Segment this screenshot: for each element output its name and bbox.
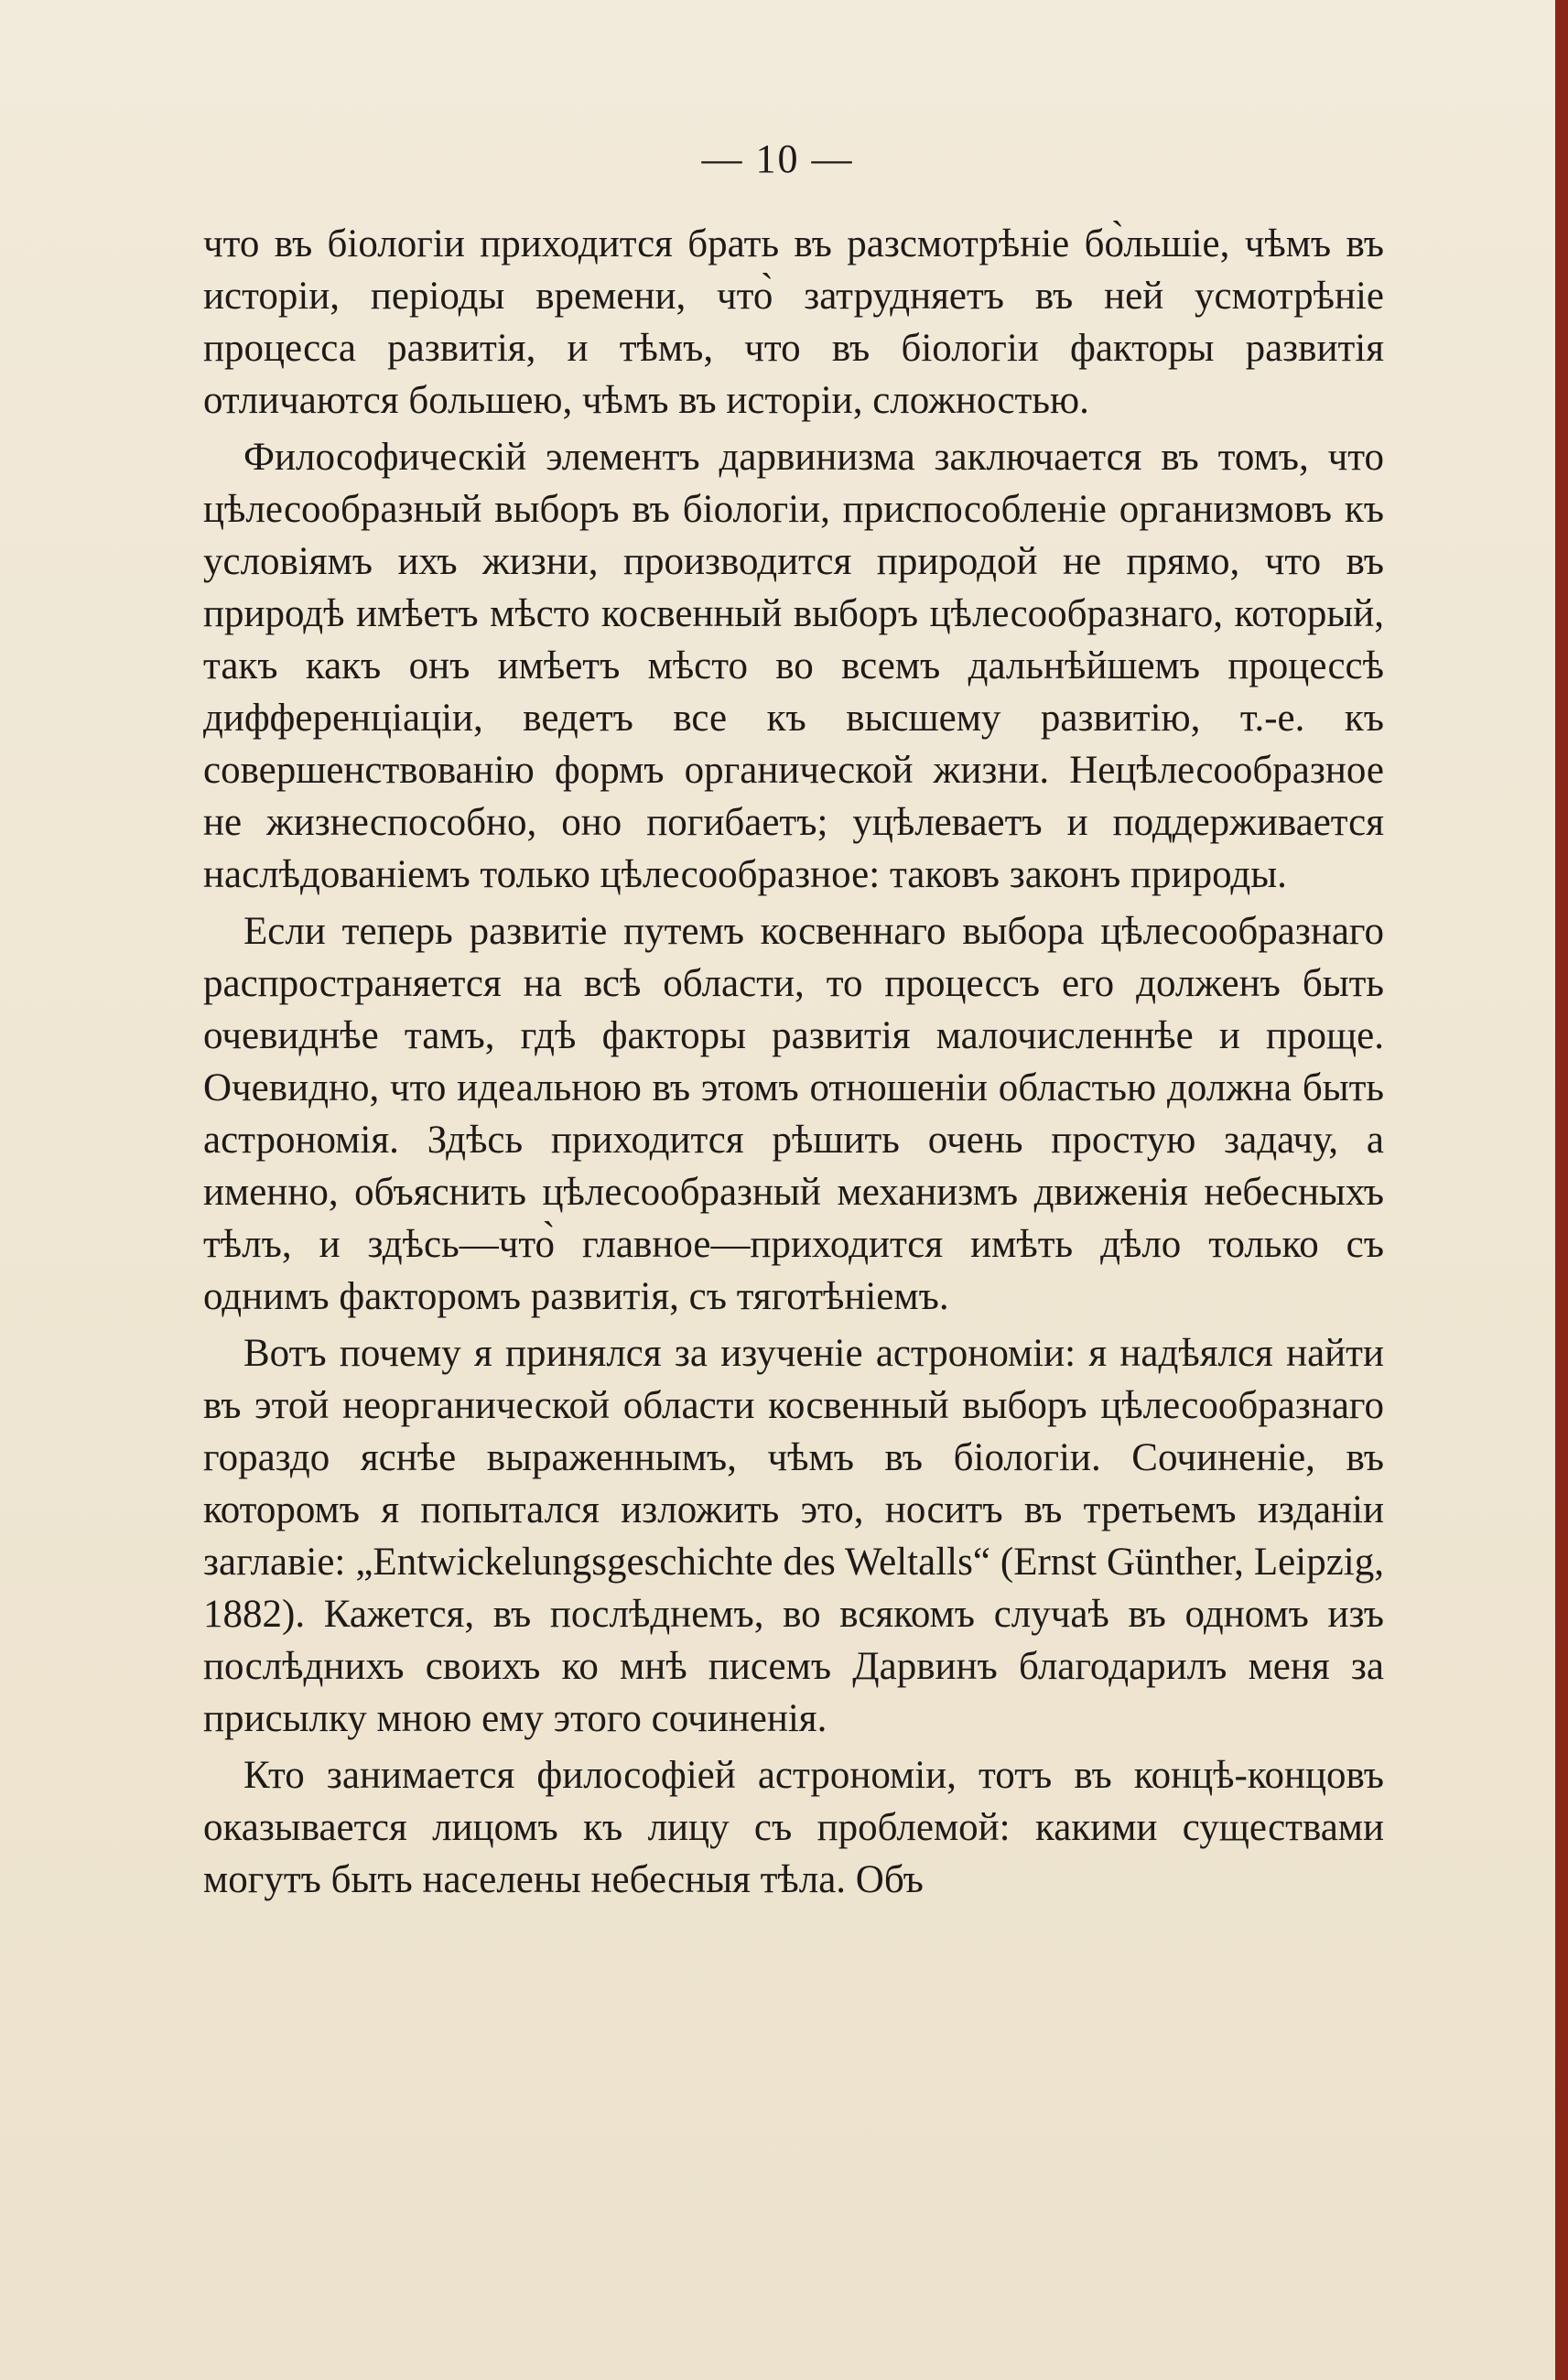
paragraph-philosophy: Кто занимается философіей астрономіи, тотъ въ концѣ-концовъ оказывается лицомъ къ лицу съ проблемой: какими существами могутъ быть населены небесныя тѣла. Объ xyxy=(203,1754,1384,1901)
paragraph-continuation: что въ біологіи приходится брать въ разсмотрѣніе бо̀льшіе, чѣмъ въ исторіи, періоды времени, что̀ затрудняетъ въ ней усмотрѣніе процесса развитія, и тѣмъ, что въ біологіи факторы развитія отличаются большею, чѣмъ въ исторіи, сложностью. xyxy=(203,222,1384,422)
body-text xyxy=(203,218,1384,1910)
paragraph-astronomy: Если теперь развитіе путемъ косвеннаго выбора цѣлесообразнаго распространяется на всѣ области, то процессъ его долженъ быть очевиднѣе тамъ, гдѣ факторы развитія малочисленнѣе и проще. Очевидно, что идеальною въ этомъ отношеніи областью должна быть астрономія. Здѣсь приходится рѣшить очень простую задачу, а именно, объяснить цѣлесообразный механизмъ движенія небесныхъ тѣлъ, и здѣсь—что̀ главное—приходится имѣть дѣло только съ однимъ факторомъ развитія, съ тяготѣніемъ. xyxy=(203,910,1384,1318)
page-number: — 10 — xyxy=(701,136,854,181)
paragraph-study: Вотъ почему я принялся за изученіе астрономіи: я надѣялся найти въ этой неорганической области косвенный выборъ цѣлесообразнаго гораздо яснѣе выраженнымъ, чѣмъ въ біологіи. Сочиненіе, въ которомъ я попытался изложить это, носитъ въ третьемъ изданіи заглавіе: „Entwickelungsgeschichte des Weltalls“ (Ernst Günther, Leipzig, 1882). Кажется, въ послѣднемъ, во всякомъ случаѣ въ одномъ изъ послѣднихъ своихъ ко мнѣ писемъ Дарвинъ благодарилъ меня за присылку мною ему этого сочиненія. xyxy=(203,1332,1384,1740)
paragraph-darwinism: Философическій элементъ дарвинизма заключается въ томъ, что цѣлесообразный выборъ въ біологіи, приспособленіе организмовъ къ условіямъ ихъ жизни, производится природой не прямо, что въ природѣ имѣетъ мѣсто косвенный выборъ цѣлесообразнаго, который, такъ какъ онъ имѣетъ мѣсто во всемъ дальнѣйшемъ процессѣ дифференціаціи, ведетъ все къ высшему развитію, т.-е. къ совершенствованію формъ органической жизни. Нецѣлесообразное не жизнеспособно, оно погибаетъ; уцѣлеваетъ и поддерживается наслѣдованіемъ только цѣлесообразное: таковъ законъ природы. xyxy=(203,436,1384,896)
